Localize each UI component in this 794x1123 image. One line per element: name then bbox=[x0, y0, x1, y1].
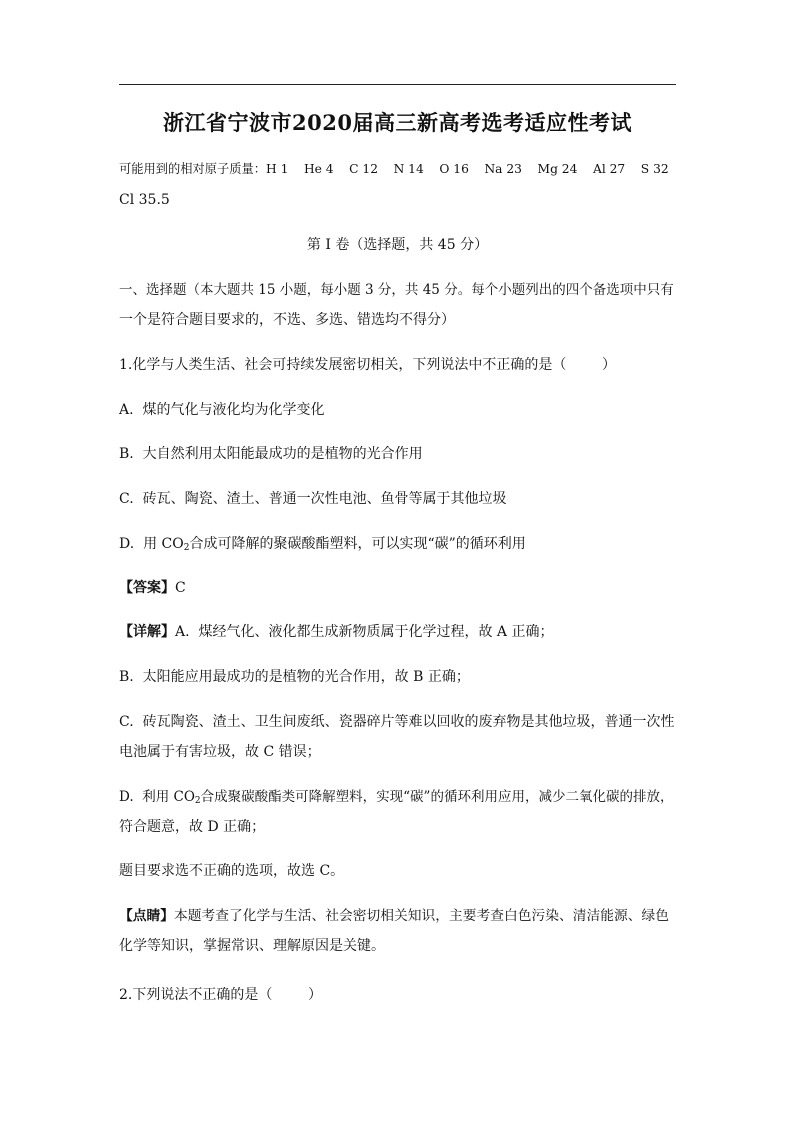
option-d-suffix: 合成可降解的聚碳酸酯塑料，可以实现“碳”的循环利用 bbox=[189, 536, 526, 552]
explain-c-line1: C. 砖瓦陶瓷、渣土、卫生间废纸、瓷器碎片等难以回收的废弃物是其他垃圾，普通一次性 bbox=[119, 714, 675, 730]
option-d-subscript: 2 bbox=[183, 543, 190, 553]
instructions-line2: 一个是符合题目要求的，不选、多选、错选均不得分） bbox=[119, 312, 455, 328]
explain-d-line2: 符合题意，故 D 正确； bbox=[119, 819, 266, 835]
explain-a-line bbox=[119, 622, 676, 642]
instructions-line1: 一、选择题（本大题共 15 小题，每小题 3 分，共 45 分。每个小题列出的四个备选项中只有 bbox=[119, 282, 674, 298]
question1-option-d bbox=[119, 534, 676, 554]
answer-line bbox=[119, 578, 676, 598]
explain-d-subscript: 2 bbox=[194, 796, 201, 806]
atomic-masses-line2: Cl 35.5 bbox=[119, 192, 170, 208]
question1-option-c: C. 砖瓦、陶瓷、渣土、普通一次性电池、鱼骨等属于其他垃圾 bbox=[119, 491, 507, 507]
explain-d-line1 bbox=[119, 787, 676, 807]
answer-label: 【答案】 bbox=[119, 580, 175, 596]
explain-b: B. 太阳能应用最成功的是植物的光合作用，故 B 正确； bbox=[119, 669, 470, 685]
atomic-masses-line1: 可能用到的相对原子质量：H 1 He 4 C 12 N 14 O 16 Na 23 Mg 24 Al 27 S 32 bbox=[119, 162, 669, 176]
explain-a: A. 煤经气化、液化都生成新物质属于化学过程，故 A 正确； bbox=[175, 624, 554, 640]
explain-label: 【详解】 bbox=[119, 624, 175, 640]
option-d-prefix: D. 用 CO bbox=[119, 536, 184, 552]
comment-line2: 化学等知识，掌握常识、理解原因是关键。 bbox=[119, 938, 385, 954]
header-rule bbox=[119, 84, 676, 85]
question2-stem: 2.下列说法不正确的是（ ） bbox=[119, 987, 322, 1003]
question1-stem: 1.化学与人类生活、社会可持续发展密切相关，下列说法中不正确的是（ ） bbox=[119, 357, 616, 373]
section-title: 第 I 卷（选择题，共 45 分） bbox=[306, 237, 489, 253]
comment-line1 bbox=[119, 906, 676, 926]
explain-d-prefix: D. 利用 CO bbox=[119, 789, 195, 805]
question1-option-b: B. 大自然利用太阳能最成功的是植物的光合作用 bbox=[119, 446, 423, 462]
comment-text: 本题考查了化学与生活、社会密切相关知识，主要考查白色污染、清洁能源、绿色 bbox=[174, 908, 670, 924]
answer-value: C bbox=[175, 580, 186, 596]
explain-d-suffix: 合成聚碳酸酯类可降解塑料，实现“碳”的循环利用应用，减少二氧化碳的排放， bbox=[200, 789, 674, 805]
question1-option-a: A. 煤的气化与液化均为化学变化 bbox=[119, 402, 325, 418]
page-title: 浙江省宁波市2020届高三新高考选考适应性考试 bbox=[163, 110, 632, 135]
explain-c-line2: 电池属于有害垃圾，故 C 错误； bbox=[119, 744, 321, 760]
comment-label: 【点睛】 bbox=[119, 908, 175, 924]
conclusion: 题目要求选不正确的选项，故选 C。 bbox=[119, 863, 345, 879]
